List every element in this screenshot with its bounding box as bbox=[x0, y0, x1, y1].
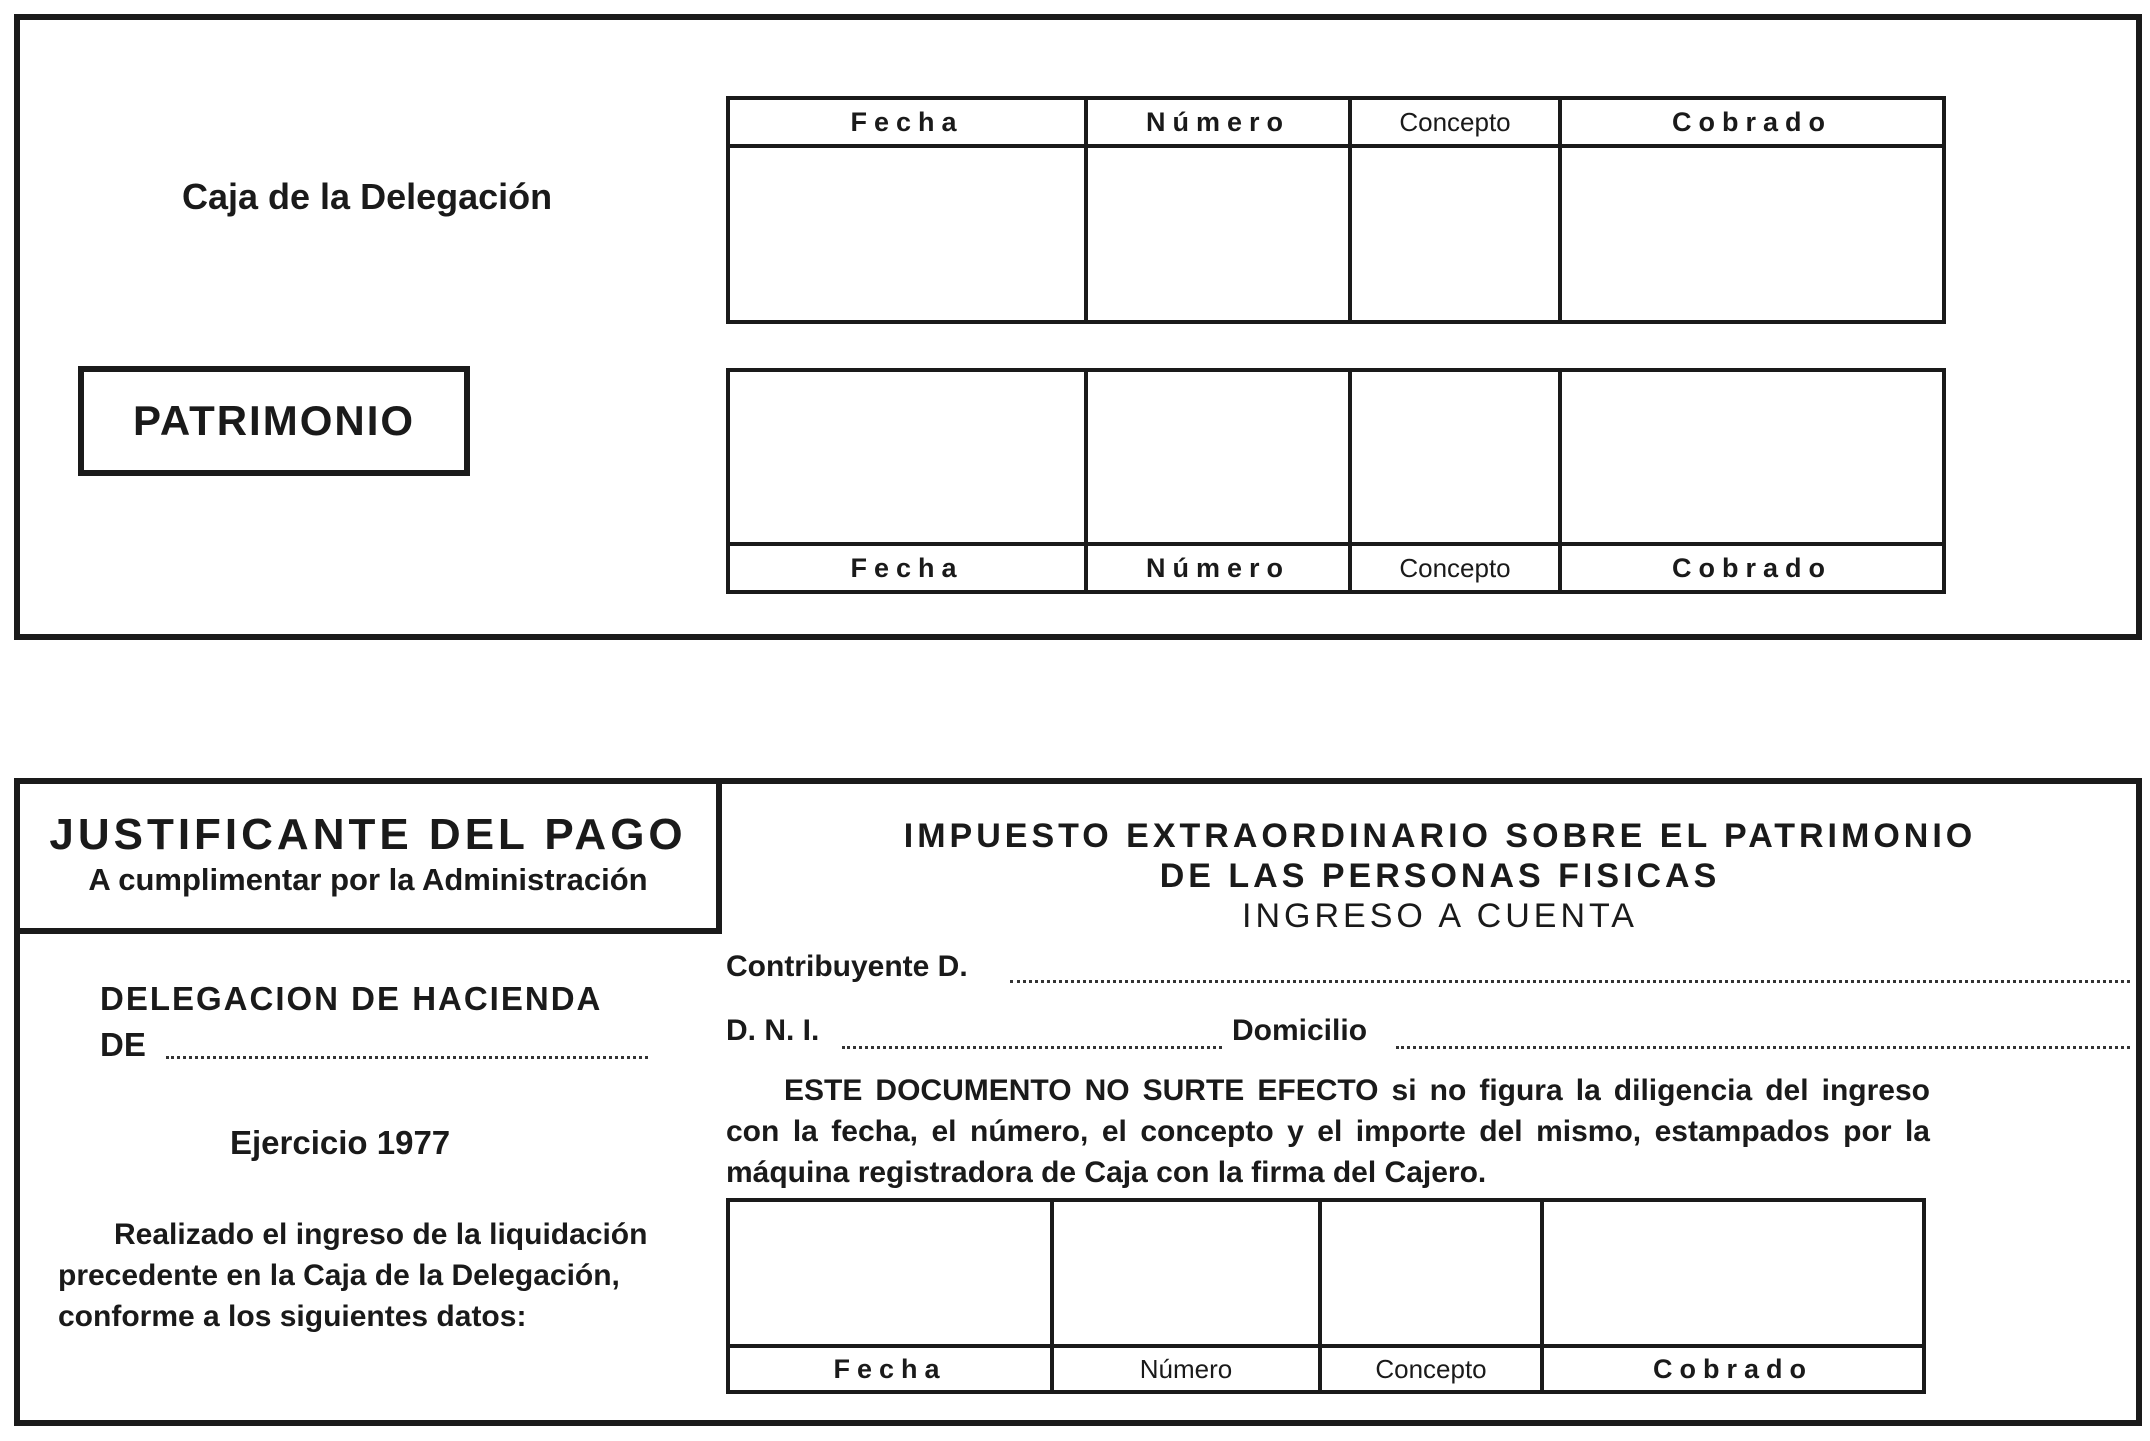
column-header-concepto: Concepto bbox=[1320, 1346, 1542, 1392]
notice-text: ESTE DOCUMENTO NO SURTE EFECTO si no figura la diligencia del ingreso con la fecha, el número, el concepto y el importe del mismo, estampados por la máquina registradora de Caja con la firma del Cajero. bbox=[726, 1074, 1930, 1189]
stamp-cell-cobrado[interactable] bbox=[1542, 1200, 1924, 1346]
tax-title bbox=[740, 816, 2140, 936]
delegacion-line1: DELEGACION DE HACIENDA bbox=[100, 980, 603, 1017]
column-header-fecha: Fecha bbox=[728, 98, 1086, 146]
justificante-subtitle: A cumplimentar por la Administración bbox=[88, 862, 648, 897]
column-header-cobrado: Cobrado bbox=[1560, 98, 1944, 146]
column-header-cobrado: Cobrado bbox=[1542, 1346, 1924, 1392]
stamp-cell-cobrado[interactable] bbox=[1560, 370, 1944, 544]
stamp-cell-concepto[interactable] bbox=[1320, 1200, 1542, 1346]
dni-field[interactable] bbox=[842, 1046, 1222, 1049]
stamp-cell-concepto[interactable] bbox=[1350, 146, 1560, 322]
ejercicio-label: Ejercicio 1977 bbox=[230, 1124, 451, 1161]
justificante-panel bbox=[14, 778, 2142, 1426]
domicilio-field[interactable] bbox=[1396, 1046, 2130, 1049]
patrimonio-box bbox=[78, 366, 470, 476]
stamp-cell-fecha[interactable] bbox=[728, 370, 1086, 544]
dni-label: D. N. I. bbox=[726, 1014, 820, 1047]
stamp-cell-numero[interactable] bbox=[1052, 1200, 1320, 1346]
stamp-cell-fecha[interactable] bbox=[728, 146, 1086, 322]
contribuyente-label: Contribuyente D. bbox=[726, 950, 968, 983]
justificante-title: JUSTIFICANTE DEL PAGO bbox=[49, 810, 687, 859]
stamp-cell-fecha[interactable] bbox=[728, 1200, 1052, 1346]
stamp-cell-numero[interactable] bbox=[1086, 146, 1350, 322]
realizado-text: Realizado el ingreso de la liquidación precedente en la Caja de la Delegación, conforme a los siguientes datos: bbox=[58, 1218, 648, 1333]
patrimonio-label: PATRIMONIO bbox=[132, 397, 416, 444]
stamp-cell-concepto[interactable] bbox=[1350, 370, 1560, 544]
column-header-fecha: Fecha bbox=[728, 544, 1086, 592]
column-header-numero: Número bbox=[1052, 1346, 1320, 1392]
column-header-numero: Número bbox=[1086, 544, 1350, 592]
column-header-concepto: Concepto bbox=[1350, 544, 1560, 592]
cash-register-table-payment bbox=[726, 1198, 1926, 1394]
tax-title-line1: IMPUESTO EXTRAORDINARIO SOBRE EL PATRIMONIO bbox=[903, 817, 1977, 855]
column-header-numero: Número bbox=[1086, 98, 1350, 146]
tax-title-line3: INGRESO A CUENTA bbox=[1242, 897, 1638, 935]
domicilio-label: Domicilio bbox=[1232, 1014, 1368, 1047]
column-header-concepto: Concepto bbox=[1350, 98, 1560, 146]
column-header-cobrado: Cobrado bbox=[1560, 544, 1944, 592]
caja-panel bbox=[14, 14, 2142, 640]
delegacion-field[interactable] bbox=[166, 1056, 648, 1059]
stamp-cell-cobrado[interactable] bbox=[1560, 146, 1944, 322]
delegacion-line2: DE bbox=[100, 1026, 146, 1063]
contribuyente-field[interactable] bbox=[1010, 980, 2130, 983]
stamp-cell-numero[interactable] bbox=[1086, 370, 1350, 544]
column-header-fecha: Fecha bbox=[728, 1346, 1052, 1392]
cash-register-table-bottom bbox=[726, 368, 1946, 594]
cash-register-table-top bbox=[726, 96, 1946, 324]
tax-title-line2: DE LAS PERSONAS FISICAS bbox=[1159, 857, 1721, 895]
justificante-header-box bbox=[20, 784, 722, 934]
caja-delegacion-label: Caja de la Delegación bbox=[182, 176, 553, 217]
